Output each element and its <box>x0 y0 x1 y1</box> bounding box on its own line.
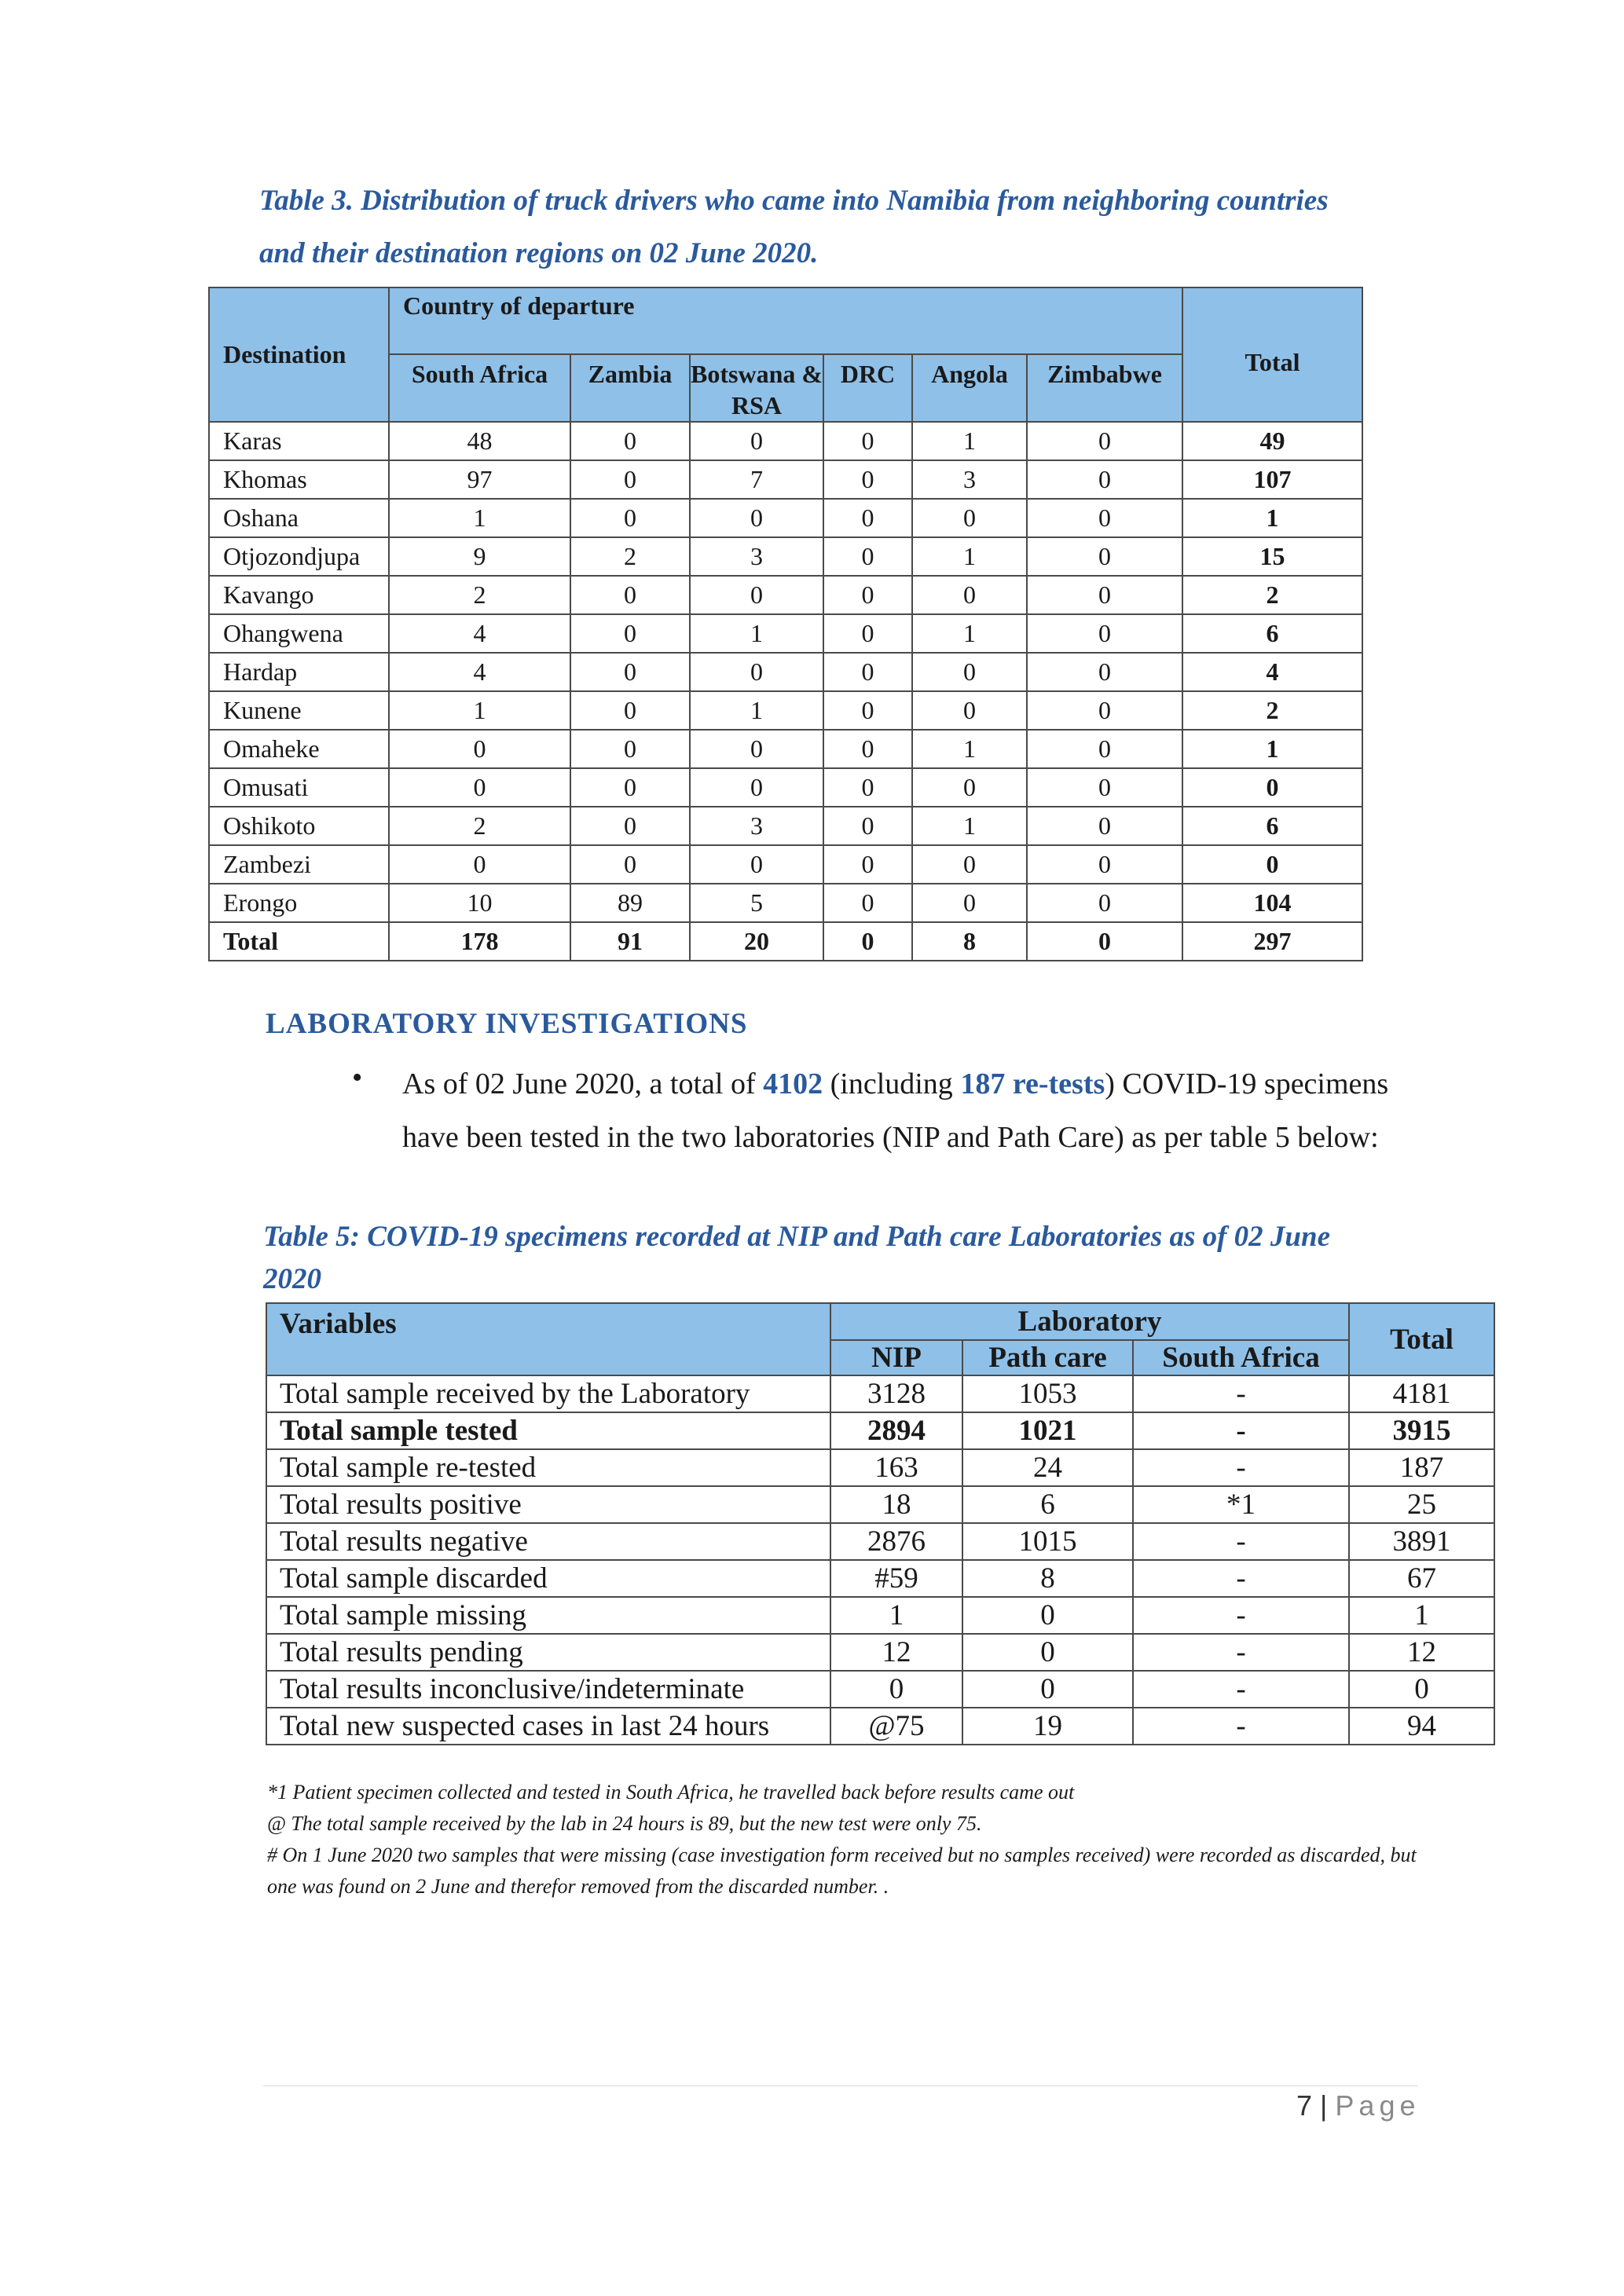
count-cell: 7 <box>690 460 823 499</box>
row-total: 1 <box>1182 730 1362 768</box>
summary-text: ) COVID-19 specimens have been tested in the two laboratories (NIP and Path Care) as per table 5 below: <box>402 1067 1389 1154</box>
count-cell: 0 <box>1027 460 1182 499</box>
row-total: 4 <box>1182 653 1362 691</box>
count-cell: 0 <box>823 922 912 961</box>
value-cell: 1015 <box>962 1523 1133 1560</box>
summary-text: As of 02 June 2020, a total of <box>402 1067 764 1100</box>
total-tested-highlight: 4102 <box>763 1067 823 1100</box>
total-row <box>209 922 1362 961</box>
count-cell: 0 <box>570 653 690 691</box>
lab-summary-paragraph <box>402 1057 1439 1164</box>
column-header: Angola <box>912 354 1027 422</box>
count-cell: 0 <box>823 730 912 768</box>
count-cell: 4 <box>389 614 570 653</box>
page-number-value: 7 <box>1296 2089 1313 2122</box>
count-cell: 1 <box>912 730 1027 768</box>
row-total: 0 <box>1182 845 1362 884</box>
table-row <box>266 1597 1494 1634</box>
table-row <box>266 1523 1494 1560</box>
page-number <box>1296 2089 1421 2122</box>
count-cell: 0 <box>570 730 690 768</box>
count-cell: 0 <box>823 691 912 730</box>
count-cell: 0 <box>823 845 912 884</box>
table-row <box>209 730 1362 768</box>
footnote: *1 Patient specimen collected and tested in South Africa, he travelled back before results came out <box>267 1781 1075 1803</box>
value-cell: 12 <box>830 1634 962 1671</box>
count-cell: 0 <box>570 576 690 614</box>
table-row <box>209 807 1362 845</box>
column-header: Botswana & RSA <box>690 354 823 422</box>
footer-divider <box>263 2085 1418 2086</box>
value-cell: - <box>1133 1708 1349 1745</box>
variable-name: Total sample discarded <box>266 1560 830 1597</box>
count-cell: 0 <box>912 499 1027 537</box>
count-cell: 20 <box>690 922 823 961</box>
column-header: South Africa <box>389 354 570 422</box>
count-cell: 0 <box>1027 845 1182 884</box>
table-row <box>209 845 1362 884</box>
table-row <box>266 1634 1494 1671</box>
count-cell: 0 <box>690 422 823 460</box>
count-cell: 1 <box>912 537 1027 576</box>
variable-name: Total results pending <box>266 1634 830 1671</box>
count-cell: 4 <box>389 653 570 691</box>
count-cell: 0 <box>823 653 912 691</box>
table-row <box>266 1560 1494 1597</box>
table-row <box>209 614 1362 653</box>
table-row <box>209 499 1362 537</box>
count-cell: 2 <box>389 576 570 614</box>
row-total: 12 <box>1349 1634 1494 1671</box>
value-cell: - <box>1133 1597 1349 1634</box>
value-cell: 163 <box>830 1449 962 1486</box>
footnote: @ The total sample received by the lab in 24 hours is 89, but the new test were only 75. <box>267 1812 982 1835</box>
count-cell: 89 <box>570 884 690 922</box>
count-cell: 0 <box>570 691 690 730</box>
table-row <box>209 576 1362 614</box>
region-name: Otjozondjupa <box>209 537 389 576</box>
row-total: 297 <box>1182 922 1362 961</box>
row-total: 15 <box>1182 537 1362 576</box>
count-cell: 1 <box>912 614 1027 653</box>
variable-name: Total sample missing <box>266 1597 830 1634</box>
column-header: Zambia <box>570 354 690 422</box>
header-country-of-departure: Country of departure <box>389 287 1182 354</box>
variable-name: Total sample received by the Laboratory <box>266 1375 830 1412</box>
region-name: Omaheke <box>209 730 389 768</box>
count-cell: 1 <box>912 807 1027 845</box>
count-cell: 0 <box>823 884 912 922</box>
value-cell: 2876 <box>830 1523 962 1560</box>
header-laboratory: Laboratory <box>830 1303 1349 1340</box>
value-cell: 0 <box>962 1634 1133 1671</box>
value-cell: *1 <box>1133 1486 1349 1523</box>
region-name: Oshana <box>209 499 389 537</box>
count-cell: 0 <box>912 768 1027 807</box>
count-cell: 91 <box>570 922 690 961</box>
count-cell: 0 <box>1027 614 1182 653</box>
count-cell: 0 <box>690 653 823 691</box>
count-cell: 0 <box>1027 537 1182 576</box>
value-cell: - <box>1133 1671 1349 1708</box>
table-row <box>266 1449 1494 1486</box>
row-total: 107 <box>1182 460 1362 499</box>
value-cell: - <box>1133 1449 1349 1486</box>
count-cell: 1 <box>690 691 823 730</box>
header-variables: Variables <box>266 1303 830 1375</box>
region-name: Karas <box>209 422 389 460</box>
lab-specimens-table <box>266 1302 1495 1745</box>
count-cell: 0 <box>389 768 570 807</box>
row-total: 1 <box>1349 1597 1494 1634</box>
region-name: Kavango <box>209 576 389 614</box>
count-cell: 1 <box>690 614 823 653</box>
bullet-icon: • <box>352 1061 363 1094</box>
region-name: Ohangwena <box>209 614 389 653</box>
table-row <box>209 768 1362 807</box>
count-cell: 0 <box>1027 576 1182 614</box>
count-cell: 0 <box>570 460 690 499</box>
table-row <box>209 422 1362 460</box>
count-cell: 0 <box>690 730 823 768</box>
table5-caption-line1: Table 5: COVID-19 specimens recorded at NIP and Path care Laboratories as of 02 June <box>263 1221 1330 1253</box>
row-total: 0 <box>1182 768 1362 807</box>
count-cell: 1 <box>389 691 570 730</box>
column-header: NIP <box>830 1340 962 1375</box>
table5-caption-line2: 2020 <box>263 1263 321 1295</box>
row-total: 4181 <box>1349 1375 1494 1412</box>
table-row <box>266 1375 1494 1412</box>
count-cell: 1 <box>389 499 570 537</box>
table5-caption <box>263 1216 1442 1301</box>
table3-caption <box>259 174 1438 280</box>
variable-name: Total sample tested <box>266 1412 830 1449</box>
count-cell: 0 <box>690 576 823 614</box>
count-cell: 0 <box>823 576 912 614</box>
count-cell: 0 <box>823 768 912 807</box>
count-cell: 0 <box>1027 422 1182 460</box>
count-cell: 0 <box>1027 884 1182 922</box>
count-cell: 0 <box>1027 691 1182 730</box>
count-cell: 0 <box>570 845 690 884</box>
retests-highlight: 187 re-tests <box>960 1067 1105 1100</box>
variable-name: Total results inconclusive/indeterminate <box>266 1671 830 1708</box>
region-name: Kunene <box>209 691 389 730</box>
region-name: Oshikoto <box>209 807 389 845</box>
row-total: 187 <box>1349 1449 1494 1486</box>
count-cell: 178 <box>389 922 570 961</box>
page-separator: | <box>1320 2089 1328 2122</box>
count-cell: 2 <box>570 537 690 576</box>
value-cell: 8 <box>962 1560 1133 1597</box>
value-cell: 3128 <box>830 1375 962 1412</box>
value-cell: - <box>1133 1634 1349 1671</box>
value-cell: - <box>1133 1523 1349 1560</box>
count-cell: 0 <box>389 730 570 768</box>
row-total: 6 <box>1182 614 1362 653</box>
count-cell: 48 <box>389 422 570 460</box>
count-cell: 0 <box>823 460 912 499</box>
table3-caption-line1: Table 3. Distribution of truck drivers who came into Namibia from neighboring countries <box>259 185 1329 217</box>
count-cell: 0 <box>389 845 570 884</box>
row-total: 67 <box>1349 1560 1494 1597</box>
value-cell: @75 <box>830 1708 962 1745</box>
count-cell: 9 <box>389 537 570 576</box>
column-header: South Africa <box>1133 1340 1349 1375</box>
count-cell: 8 <box>912 922 1027 961</box>
region-name: Erongo <box>209 884 389 922</box>
count-cell: 0 <box>570 499 690 537</box>
section-heading: LABORATORY INVESTIGATIONS <box>266 1008 748 1040</box>
count-cell: 0 <box>570 807 690 845</box>
count-cell: 0 <box>1027 922 1182 961</box>
count-cell: 0 <box>1027 499 1182 537</box>
count-cell: 0 <box>1027 807 1182 845</box>
row-total: 104 <box>1182 884 1362 922</box>
count-cell: 2 <box>389 807 570 845</box>
variable-name: Total new suspected cases in last 24 hours <box>266 1708 830 1745</box>
region-name: Omusati <box>209 768 389 807</box>
count-cell: 0 <box>912 691 1027 730</box>
row-total: 6 <box>1182 807 1362 845</box>
value-cell: 1 <box>830 1597 962 1634</box>
column-header: Path care <box>962 1340 1133 1375</box>
row-total: 94 <box>1349 1708 1494 1745</box>
column-header: DRC <box>823 354 912 422</box>
count-cell: 97 <box>389 460 570 499</box>
table-row <box>209 460 1362 499</box>
count-cell: 0 <box>570 614 690 653</box>
value-cell: 1021 <box>962 1412 1133 1449</box>
value-cell: - <box>1133 1375 1349 1412</box>
row-total: 1 <box>1182 499 1362 537</box>
footnote: # On 1 June 2020 two samples that were missing (case investigation form received but no samples received) were recorded as discarded, but one was found on 2 June and therefor removed from the discarded number. . <box>267 1844 1417 1898</box>
count-cell: 0 <box>823 422 912 460</box>
count-cell: 3 <box>690 537 823 576</box>
count-cell: 3 <box>690 807 823 845</box>
count-cell: 0 <box>690 499 823 537</box>
region-name: Hardap <box>209 653 389 691</box>
column-header: Zimbabwe <box>1027 354 1182 422</box>
region-name: Total <box>209 922 389 961</box>
variable-name: Total results negative <box>266 1523 830 1560</box>
count-cell: 10 <box>389 884 570 922</box>
summary-text: (including <box>823 1067 961 1100</box>
count-cell: 1 <box>912 422 1027 460</box>
region-name: Zambezi <box>209 845 389 884</box>
count-cell: 0 <box>690 845 823 884</box>
row-total: 25 <box>1349 1486 1494 1523</box>
count-cell: 0 <box>823 537 912 576</box>
count-cell: 0 <box>912 576 1027 614</box>
value-cell: - <box>1133 1560 1349 1597</box>
count-cell: 0 <box>1027 768 1182 807</box>
table-row <box>209 691 1362 730</box>
row-total: 2 <box>1182 576 1362 614</box>
count-cell: 0 <box>912 653 1027 691</box>
table-row <box>209 653 1362 691</box>
count-cell: 0 <box>823 807 912 845</box>
value-cell: 0 <box>830 1671 962 1708</box>
row-total: 0 <box>1349 1671 1494 1708</box>
row-total: 3891 <box>1349 1523 1494 1560</box>
value-cell: 0 <box>962 1671 1133 1708</box>
variable-name: Total results positive <box>266 1486 830 1523</box>
table3-caption-line2: and their destination regions on 02 June 2020. <box>259 237 819 269</box>
value-cell: 24 <box>962 1449 1133 1486</box>
header-total: Total <box>1182 287 1362 422</box>
count-cell: 0 <box>823 499 912 537</box>
count-cell: 0 <box>912 884 1027 922</box>
row-total: 2 <box>1182 691 1362 730</box>
count-cell: 0 <box>570 768 690 807</box>
region-name: Khomas <box>209 460 389 499</box>
count-cell: 0 <box>1027 730 1182 768</box>
value-cell: #59 <box>830 1560 962 1597</box>
truck-drivers-table <box>208 287 1363 961</box>
count-cell: 0 <box>823 614 912 653</box>
value-cell: - <box>1133 1412 1349 1449</box>
row-total: 49 <box>1182 422 1362 460</box>
variable-name: Total sample re-tested <box>266 1449 830 1486</box>
table-row <box>266 1412 1494 1449</box>
value-cell: 19 <box>962 1708 1133 1745</box>
page-label: Page <box>1335 2089 1421 2122</box>
value-cell: 0 <box>962 1597 1133 1634</box>
table-row <box>209 537 1362 576</box>
table-row <box>209 884 1362 922</box>
value-cell: 2894 <box>830 1412 962 1449</box>
count-cell: 0 <box>690 768 823 807</box>
table-row <box>266 1708 1494 1745</box>
count-cell: 0 <box>912 845 1027 884</box>
value-cell: 6 <box>962 1486 1133 1523</box>
table-row <box>266 1486 1494 1523</box>
row-total: 3915 <box>1349 1412 1494 1449</box>
header-destination: Destination <box>209 287 389 422</box>
header-total: Total <box>1349 1303 1494 1375</box>
table-row <box>266 1671 1494 1708</box>
table-footnotes <box>267 1777 1446 1902</box>
value-cell: 1053 <box>962 1375 1133 1412</box>
count-cell: 0 <box>570 422 690 460</box>
count-cell: 0 <box>1027 653 1182 691</box>
value-cell: 18 <box>830 1486 962 1523</box>
count-cell: 5 <box>690 884 823 922</box>
count-cell: 3 <box>912 460 1027 499</box>
